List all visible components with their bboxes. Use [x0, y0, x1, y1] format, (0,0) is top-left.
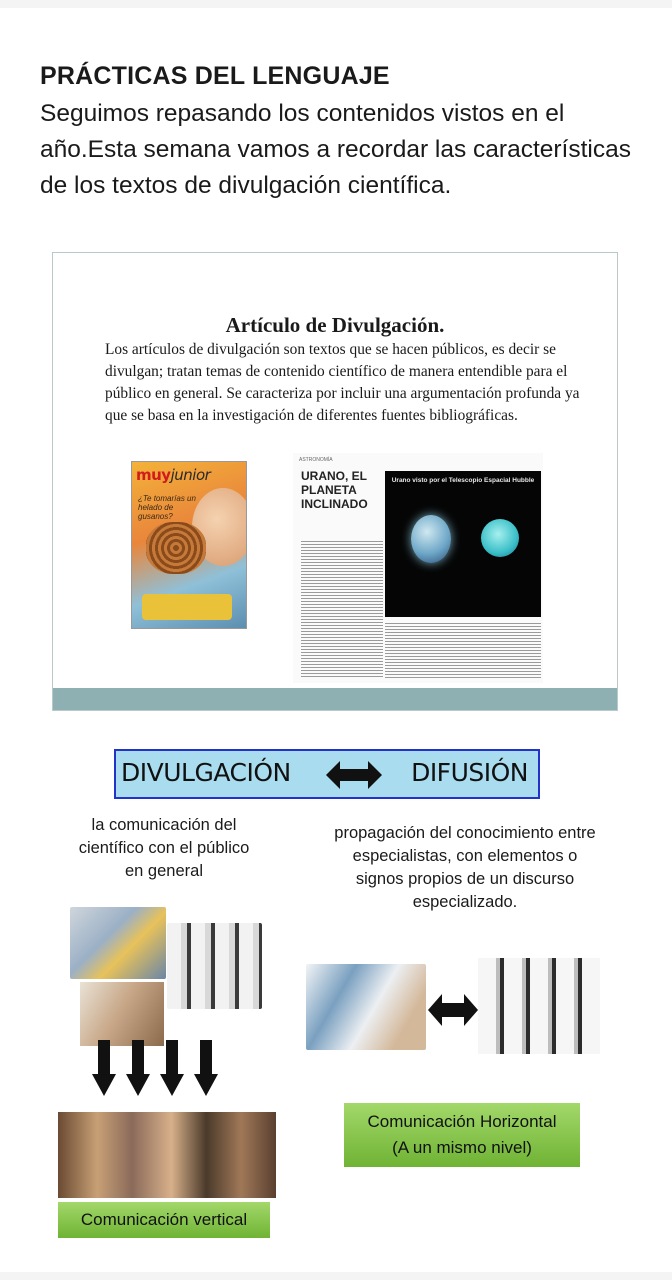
specialists-group-photo	[478, 958, 600, 1054]
slide-bottom-band	[53, 688, 617, 710]
difusion-description: propagación del conocimiento entre especialistas, con elementos o signos propios de un discurso especializado.	[334, 824, 596, 911]
magazine-cover-image	[131, 461, 247, 629]
page-title: PRÁCTICAS DEL LENGUAJE	[40, 62, 390, 90]
horizontal-label-line-2: (A un mismo nivel)	[392, 1138, 532, 1157]
divulgacion-term: DIVULGACIÓN	[121, 758, 291, 787]
magazine-logo: muyjunior	[136, 466, 211, 484]
school-bus-image	[142, 594, 232, 620]
article-section-label: ASTRONOMÍA	[299, 457, 333, 463]
bottom-bar	[0, 1272, 672, 1280]
doctor-photo	[80, 982, 164, 1046]
slide-title: Artículo de Divulgación.	[225, 313, 445, 337]
divulgacion-difusion-bar	[114, 749, 540, 799]
slide-body-text: Los artículos de divulgación son textos que se hacen públicos, es decir se divulgan; tratan temas de contenido científico de manera entendible para el público en general. Se caracteriza por incluir una argumentación profunda ya que se basa en la investigación de diferentes fuentes bibliográficas.	[105, 341, 580, 424]
workers-photo	[70, 907, 166, 979]
down-arrows-icon	[92, 1040, 222, 1098]
article-title: URANO, EL PLANETA INCLINADO	[301, 469, 368, 511]
article-text-column	[301, 539, 383, 679]
cartoon-scientists-image	[167, 923, 262, 1009]
horizontal-double-arrow-icon	[428, 994, 478, 1026]
article-text-lower	[385, 621, 541, 679]
uranus-photo-caption: Urano visto por el Telescopio Espacial Hubble	[391, 477, 535, 484]
divulgacion-description: la comunicación del científico con el público en general	[78, 816, 250, 880]
intro-paragraph: Seguimos repasando los contenidos vistos en el año.Esta semana vamos a recordar las características de los textos de divulgación científica.	[40, 100, 631, 199]
double-arrow-icon	[326, 761, 382, 789]
vertical-communication-label: Comunicación vertical	[58, 1202, 270, 1238]
worm-ice-cream-image	[146, 522, 206, 574]
uranus-photo	[385, 471, 541, 617]
article-page-image	[293, 453, 543, 683]
horizontal-communication-label	[344, 1103, 580, 1167]
slide-image	[52, 252, 618, 711]
general-public-photo	[58, 1112, 276, 1198]
uranus-planet-1	[411, 515, 451, 563]
horizontal-label-line-1: Comunicación Horizontal	[367, 1112, 557, 1131]
difusion-term: DIFUSIÓN	[411, 758, 528, 787]
uranus-planet-2	[481, 519, 519, 557]
lab-scientist-photo	[306, 964, 426, 1050]
top-bar	[0, 0, 672, 8]
magazine-cover-text: ¿Te tomarías un helado de gusanos?	[138, 494, 196, 521]
